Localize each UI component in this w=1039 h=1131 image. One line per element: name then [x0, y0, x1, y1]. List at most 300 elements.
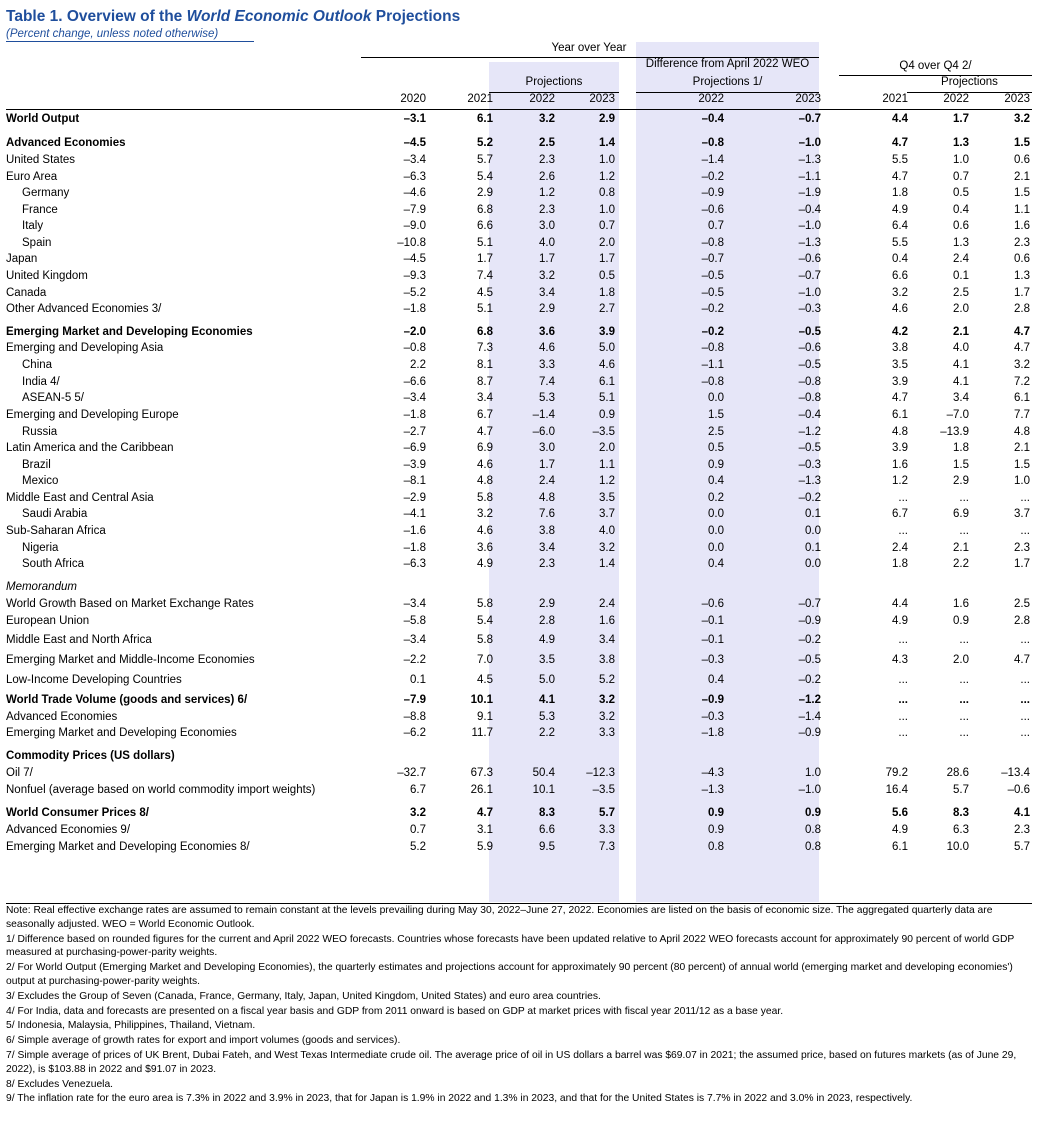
cell-q42021: 1.2 — [892, 475, 908, 487]
cell-y2023: 4.6 — [599, 359, 615, 371]
cell-y2023: 1.6 — [599, 615, 615, 627]
cell-y2022: 2.5 — [539, 137, 555, 149]
cell-diff2023: –1.2 — [798, 426, 821, 438]
cell-y2023: 2.9 — [599, 113, 615, 125]
cell-q42023: ... — [1020, 727, 1030, 739]
row-label: Emerging and Developing Europe — [6, 409, 179, 421]
cell-diff2023: –0.5 — [798, 326, 821, 338]
title-prefix: Table 1. Overview of the — [6, 8, 187, 25]
column-header-q42021: 2021 — [882, 93, 908, 105]
cell-q42023: 1.1 — [1014, 204, 1030, 216]
cell-y2020: –3.4 — [403, 598, 426, 610]
cell-y2020: –10.8 — [397, 237, 426, 249]
row-label: Brazil — [22, 459, 51, 471]
cell-q42022: ... — [959, 492, 969, 504]
note-item: 6/ Simple average of growth rates for export and import volumes (goods and services). — [6, 1035, 401, 1047]
cell-y2020: –1.8 — [403, 542, 426, 554]
note-item: 8/ Excludes Venezuela. — [6, 1078, 114, 1090]
cell-q42021: 3.5 — [892, 359, 908, 371]
cell-y2022: 1.2 — [539, 187, 555, 199]
column-header-y2023: 2023 — [589, 93, 615, 105]
cell-y2021: 4.9 — [477, 558, 493, 570]
cell-y2023: 5.2 — [599, 674, 615, 686]
cell-q42021: ... — [898, 634, 908, 646]
header-difference-projections: Projections 1/ — [692, 76, 763, 88]
cell-y2023: –12.3 — [586, 767, 615, 779]
cell-q42023: 2.3 — [1014, 542, 1030, 554]
cell-y2023: 0.5 — [599, 270, 615, 282]
table-row — [6, 440, 1032, 456]
table-row — [6, 822, 1032, 838]
column-header-q42023: 2023 — [1004, 93, 1030, 105]
table-row — [6, 839, 1032, 855]
note-item: 7/ Simple average of prices of UK Brent, Dubai Fateh, and West Texas Intermediate crude oil. The average price of oil in US dollars a barrel was $69.07 in 2021; the assumed price, based on futures markets (as of June 29, 2022), is $103.88 in 2022 and $91.07 in 2023. — [6, 1049, 1017, 1075]
cell-y2022: 2.3 — [539, 558, 555, 570]
cell-diff2023: –0.9 — [798, 615, 821, 627]
cell-y2023: 5.0 — [599, 342, 615, 354]
cell-q42022: 4.1 — [953, 359, 969, 371]
cell-q42021: 4.6 — [892, 303, 908, 315]
cell-q42021: 5.5 — [892, 237, 908, 249]
cell-y2021: 1.7 — [477, 253, 493, 265]
table-row — [6, 202, 1032, 218]
cell-q42022: 1.8 — [953, 442, 969, 454]
cell-q42023: ... — [1020, 711, 1030, 723]
cell-y2023: 3.9 — [599, 326, 615, 338]
cell-y2021: 6.9 — [477, 442, 493, 454]
cell-y2023: 1.4 — [599, 558, 615, 570]
cell-q42021: 6.1 — [892, 841, 908, 853]
cell-q42022: 2.1 — [953, 542, 969, 554]
cell-diff2023: –0.3 — [798, 303, 821, 315]
cell-q42023: ... — [1020, 525, 1030, 537]
cell-diff2023: –1.1 — [798, 171, 821, 183]
cell-y2023: 3.7 — [599, 508, 615, 520]
cell-y2022: 7.6 — [539, 508, 555, 520]
cell-y2021: 5.7 — [477, 154, 493, 166]
table-row — [6, 152, 1032, 168]
cell-diff2022: –0.8 — [701, 342, 724, 354]
row-label: Spain — [22, 237, 52, 249]
cell-q42023: 1.5 — [1014, 137, 1030, 149]
cell-diff2023: –0.8 — [798, 376, 821, 388]
cell-y2023: 1.1 — [599, 459, 615, 471]
cell-q42023: 4.7 — [1014, 654, 1030, 666]
cell-q42022: 4.1 — [953, 376, 969, 388]
row-label: Nigeria — [22, 542, 59, 554]
cell-y2020: –5.8 — [403, 615, 426, 627]
cell-q42023: 0.6 — [1014, 253, 1030, 265]
cell-y2020: –5.2 — [403, 287, 426, 299]
cell-y2022: 5.3 — [539, 392, 555, 404]
cell-y2023: 0.9 — [599, 409, 615, 421]
table-title — [6, 6, 1032, 28]
cell-y2023: 1.7 — [599, 253, 615, 265]
cell-y2022: 2.2 — [539, 727, 555, 739]
cell-y2020: –2.0 — [403, 326, 426, 338]
note-item: 9/ The inflation rate for the euro area is 7.3% in 2022 and 3.9% in 2023, that for Japan is 1.9% in 2022 and 1.3% in 2023, and that for the United States is 7.7% in 2022 and 3.0% in 2023, respectively. — [6, 1093, 913, 1105]
row-label: Memorandum — [6, 581, 77, 593]
cell-y2021: 6.1 — [477, 113, 493, 125]
cell-q42023: ... — [1020, 492, 1030, 504]
cell-q42021: 4.9 — [892, 824, 908, 836]
cell-diff2023: –1.0 — [798, 220, 821, 232]
cell-y2023: 3.2 — [599, 694, 615, 706]
cell-diff2022: 0.9 — [708, 459, 724, 471]
cell-diff2022: –0.7 — [701, 253, 724, 265]
cell-q42022: 2.2 — [953, 558, 969, 570]
table-row — [6, 579, 1032, 595]
cell-y2021: 5.4 — [477, 615, 493, 627]
header-projections: Projections — [525, 76, 583, 88]
row-label: Saudi Arabia — [22, 508, 88, 520]
table-row — [6, 473, 1032, 489]
table-notes — [6, 904, 1032, 1107]
cell-y2021: 10.1 — [470, 694, 493, 706]
table-row — [6, 285, 1032, 301]
cell-y2022: 3.4 — [539, 542, 555, 554]
cell-y2021: 4.5 — [477, 287, 493, 299]
row-label: World Growth Based on Market Exchange Rates — [6, 598, 254, 610]
column-header-diff2022: 2022 — [698, 93, 724, 105]
cell-y2021: 4.8 — [477, 475, 493, 487]
cell-q42022: 3.4 — [953, 392, 969, 404]
cell-q42023: 3.2 — [1014, 359, 1030, 371]
cell-y2023: 2.7 — [599, 303, 615, 315]
cell-q42023: 2.3 — [1014, 237, 1030, 249]
cell-y2022: 1.7 — [539, 459, 555, 471]
table-row — [6, 251, 1032, 267]
cell-diff2023: –1.0 — [798, 137, 821, 149]
cell-diff2023: –0.2 — [798, 634, 821, 646]
cell-diff2023: –0.3 — [798, 459, 821, 471]
row-label: Commodity Prices (US dollars) — [6, 750, 175, 762]
cell-q42023: 2.1 — [1014, 442, 1030, 454]
cell-diff2022: –0.2 — [701, 171, 724, 183]
cell-diff2022: 0.0 — [708, 392, 724, 404]
cell-q42021: 6.1 — [892, 409, 908, 421]
cell-q42022: –7.0 — [946, 409, 969, 421]
table-row — [6, 235, 1032, 251]
cell-q42022: ... — [959, 727, 969, 739]
cell-q42023: 1.6 — [1014, 220, 1030, 232]
cell-diff2023: –0.6 — [798, 342, 821, 354]
cell-q42021: 0.4 — [892, 253, 908, 265]
cell-y2021: 5.9 — [477, 841, 493, 853]
row-label: Emerging Market and Middle-Income Economies — [6, 654, 255, 666]
cell-y2022: 2.9 — [539, 303, 555, 315]
cell-y2020: –6.2 — [403, 727, 426, 739]
cell-diff2022: –0.5 — [701, 270, 724, 282]
cell-q42021: 16.4 — [885, 784, 908, 796]
row-label: Italy — [22, 220, 44, 232]
cell-q42021: 79.2 — [885, 767, 908, 779]
cell-q42021: 5.6 — [892, 807, 908, 819]
cell-y2022: 3.3 — [539, 359, 555, 371]
table-subtitle: (Percent change, unless noted otherwise) — [6, 28, 254, 42]
cell-diff2022: –1.1 — [701, 359, 724, 371]
cell-diff2023: –0.2 — [798, 674, 821, 686]
cell-q42022: 1.5 — [953, 459, 969, 471]
cell-diff2023: –0.2 — [798, 492, 821, 504]
row-label: World Output — [6, 113, 80, 125]
cell-y2020: –6.3 — [403, 171, 426, 183]
cell-y2021: 5.1 — [477, 237, 493, 249]
cell-y2020: –4.6 — [403, 187, 426, 199]
cell-q42023: 1.7 — [1014, 287, 1030, 299]
cell-y2022: 4.1 — [539, 694, 555, 706]
cell-y2020: –3.4 — [403, 154, 426, 166]
cell-y2023: 2.0 — [599, 442, 615, 454]
title-suffix: Projections — [371, 8, 461, 25]
cell-y2023: 0.8 — [599, 187, 615, 199]
row-label: Emerging and Developing Asia — [6, 342, 164, 354]
cell-y2021: 4.5 — [477, 674, 493, 686]
cell-y2022: 2.3 — [539, 154, 555, 166]
table-row — [6, 457, 1032, 473]
cell-y2022: 50.4 — [532, 767, 555, 779]
cell-y2022: 9.5 — [539, 841, 555, 853]
cell-diff2022: –0.6 — [701, 204, 724, 216]
cell-y2023: 3.8 — [599, 654, 615, 666]
cell-q42023: 7.7 — [1014, 409, 1030, 421]
row-label: Germany — [22, 187, 70, 199]
cell-q42021: 6.4 — [892, 220, 908, 232]
table-row — [6, 652, 1032, 668]
table-row — [6, 596, 1032, 612]
table-row — [6, 765, 1032, 781]
cell-q42021: 1.8 — [892, 187, 908, 199]
row-label: Middle East and Central Asia — [6, 492, 154, 504]
cell-y2022: 4.8 — [539, 492, 555, 504]
cell-q42022: 2.1 — [953, 326, 969, 338]
cell-y2020: –6.9 — [403, 442, 426, 454]
cell-q42021: 4.9 — [892, 204, 908, 216]
cell-diff2022: –0.3 — [701, 654, 724, 666]
cell-q42022: 2.0 — [953, 303, 969, 315]
table-row — [6, 540, 1032, 556]
cell-q42021: 4.7 — [892, 137, 908, 149]
row-label: Advanced Economies 9/ — [6, 824, 131, 836]
cell-y2023: 3.2 — [599, 711, 615, 723]
cell-y2021: 3.4 — [477, 392, 493, 404]
cell-y2022: 3.5 — [539, 654, 555, 666]
row-label: Nonfuel (average based on world commodity import weights) — [6, 784, 316, 796]
cell-q42022: ... — [959, 525, 969, 537]
cell-y2023: 1.2 — [599, 475, 615, 487]
cell-q42023: ... — [1020, 674, 1030, 686]
row-label: Emerging Market and Developing Economies — [6, 326, 253, 338]
cell-diff2022: 0.8 — [708, 841, 724, 853]
table-row — [6, 324, 1032, 340]
cell-q42021: 2.4 — [892, 542, 908, 554]
cell-diff2022: 0.9 — [708, 824, 724, 836]
cell-y2020: –2.7 — [403, 426, 426, 438]
table-row — [6, 135, 1032, 151]
cell-diff2022: 0.2 — [708, 492, 724, 504]
row-label: Middle East and North Africa — [6, 634, 152, 646]
cell-diff2023: 0.9 — [805, 807, 821, 819]
cell-q42022: 2.5 — [953, 287, 969, 299]
cell-q42021: 4.3 — [892, 654, 908, 666]
cell-y2023: 1.8 — [599, 287, 615, 299]
header-q4-projections: Projections — [941, 76, 998, 88]
cell-diff2023: 0.8 — [805, 841, 821, 853]
cell-diff2023: 0.0 — [805, 558, 821, 570]
cell-y2021: 8.1 — [477, 359, 493, 371]
cell-y2022: 2.8 — [539, 615, 555, 627]
table-row — [6, 725, 1032, 741]
row-label: Oil 7/ — [6, 767, 33, 779]
cell-y2020: –9.3 — [403, 270, 426, 282]
cell-y2023: 1.2 — [599, 171, 615, 183]
cell-y2023: 3.5 — [599, 492, 615, 504]
cell-y2023: 5.7 — [599, 807, 615, 819]
row-label: World Consumer Prices 8/ — [6, 807, 149, 819]
row-label: Latin America and the Caribbean — [6, 442, 174, 454]
cell-q42021: 4.8 — [892, 426, 908, 438]
table-row — [6, 613, 1032, 629]
header-year-over-year: Year over Year — [551, 42, 627, 54]
cell-diff2022: –0.8 — [701, 137, 724, 149]
cell-q42022: 0.9 — [953, 615, 969, 627]
cell-q42021: ... — [898, 694, 908, 706]
cell-q42022: 2.4 — [953, 253, 969, 265]
cell-diff2023: –0.7 — [798, 598, 821, 610]
note-item: 2/ For World Output (Emerging Market and Developing Economies), the quarterly estimates and projections account for approximately 90 percent (80 percent) of annual world (emerging market and developing economies') output at purchasing-power-parity weights. — [6, 962, 1013, 987]
cell-diff2023: –0.4 — [798, 204, 821, 216]
cell-q42022: 2.0 — [953, 654, 969, 666]
cell-y2023: 7.3 — [599, 841, 615, 853]
row-label: Mexico — [22, 475, 59, 487]
table-row — [6, 424, 1032, 440]
cell-diff2023: –1.3 — [798, 154, 821, 166]
cell-diff2022: –0.1 — [701, 634, 724, 646]
row-label: Low-Income Developing Countries — [6, 674, 182, 686]
cell-q42023: 2.1 — [1014, 171, 1030, 183]
cell-y2023: 1.4 — [599, 137, 615, 149]
cell-y2021: 67.3 — [470, 767, 493, 779]
cell-q42021: 3.2 — [892, 287, 908, 299]
cell-q42022: 1.7 — [953, 113, 969, 125]
cell-y2021: 8.7 — [477, 376, 493, 388]
cell-q42022: 1.6 — [953, 598, 969, 610]
cell-q42022: 10.0 — [946, 841, 969, 853]
cell-diff2023: –1.4 — [798, 711, 821, 723]
cell-q42022: 0.4 — [953, 204, 969, 216]
cell-diff2023: –0.5 — [798, 359, 821, 371]
row-label: Other Advanced Economies 3/ — [6, 303, 162, 315]
cell-y2020: –3.1 — [403, 113, 426, 125]
page — [6, 6, 1032, 1105]
cell-diff2022: –0.2 — [701, 326, 724, 338]
cell-y2022: 4.0 — [539, 237, 555, 249]
cell-q42022: –13.9 — [940, 426, 969, 438]
cell-diff2022: –0.9 — [701, 694, 724, 706]
row-label: China — [22, 359, 53, 371]
table-row — [6, 407, 1032, 423]
cell-q42022: ... — [959, 674, 969, 686]
cell-y2020: –1.8 — [403, 303, 426, 315]
cell-diff2022: –0.8 — [701, 376, 724, 388]
cell-y2020: 0.7 — [410, 824, 426, 836]
cell-q42021: 5.5 — [892, 154, 908, 166]
table-row — [6, 218, 1032, 234]
table-row — [6, 506, 1032, 522]
cell-diff2023: 0.1 — [805, 508, 821, 520]
table-row — [6, 709, 1032, 725]
cell-y2022: 5.3 — [539, 711, 555, 723]
table-row — [6, 374, 1032, 390]
cell-y2020: –9.0 — [403, 220, 426, 232]
cell-q42023: ... — [1020, 694, 1030, 706]
cell-diff2022: –0.9 — [701, 187, 724, 199]
cell-y2022: 3.2 — [539, 113, 555, 125]
cell-y2020: –3.4 — [403, 634, 426, 646]
cell-y2023: 5.1 — [599, 392, 615, 404]
column-header-y2020: 2020 — [400, 93, 426, 105]
table-row — [6, 490, 1032, 506]
cell-diff2023: –1.0 — [798, 287, 821, 299]
cell-q42023: 1.5 — [1014, 187, 1030, 199]
cell-y2020: –4.5 — [403, 137, 426, 149]
cell-y2021: 3.6 — [477, 542, 493, 554]
cell-q42021: ... — [898, 727, 908, 739]
cell-q42022: 28.6 — [946, 767, 969, 779]
cell-q42021: ... — [898, 492, 908, 504]
cell-q42023: 4.7 — [1014, 342, 1030, 354]
cell-diff2022: –1.8 — [701, 727, 724, 739]
cell-q42023: 4.8 — [1014, 426, 1030, 438]
cell-y2020: –7.9 — [403, 694, 426, 706]
cell-y2023: 3.2 — [599, 542, 615, 554]
cell-y2020: 0.1 — [410, 674, 426, 686]
cell-q42023: 1.3 — [1014, 270, 1030, 282]
cell-q42023: 6.1 — [1014, 392, 1030, 404]
cell-y2022: 3.2 — [539, 270, 555, 282]
cell-y2022: 1.7 — [539, 253, 555, 265]
cell-y2020: –2.9 — [403, 492, 426, 504]
cell-diff2022: 0.4 — [708, 558, 724, 570]
cell-q42021: 6.6 — [892, 270, 908, 282]
cell-diff2022: –0.6 — [701, 598, 724, 610]
cell-y2022: 5.0 — [539, 674, 555, 686]
row-label: United States — [6, 154, 76, 166]
cell-q42023: 1.7 — [1014, 558, 1030, 570]
cell-q42022: 2.9 — [953, 475, 969, 487]
table-row — [6, 748, 1032, 764]
cell-diff2023: –0.7 — [798, 270, 821, 282]
row-label: Advanced Economies — [6, 711, 118, 723]
cell-diff2022: 0.4 — [708, 674, 724, 686]
header-difference: Difference from April 2022 WEO — [645, 58, 810, 70]
cell-y2020: –1.6 — [403, 525, 426, 537]
cell-diff2022: 1.5 — [708, 409, 724, 421]
cell-y2021: 5.2 — [477, 137, 493, 149]
cell-diff2022: –0.3 — [701, 711, 724, 723]
cell-q42022: 0.7 — [953, 171, 969, 183]
cell-y2020: –4.5 — [403, 253, 426, 265]
cell-q42023: 1.0 — [1014, 475, 1030, 487]
cell-y2023: 4.0 — [599, 525, 615, 537]
cell-q42023: 0.6 — [1014, 154, 1030, 166]
cell-diff2023: 0.8 — [805, 824, 821, 836]
row-label: Canada — [6, 287, 47, 299]
cell-q42022: 0.5 — [953, 187, 969, 199]
cell-y2023: –3.5 — [592, 784, 615, 796]
cell-q42023: –0.6 — [1007, 784, 1030, 796]
cell-q42021: ... — [898, 525, 908, 537]
